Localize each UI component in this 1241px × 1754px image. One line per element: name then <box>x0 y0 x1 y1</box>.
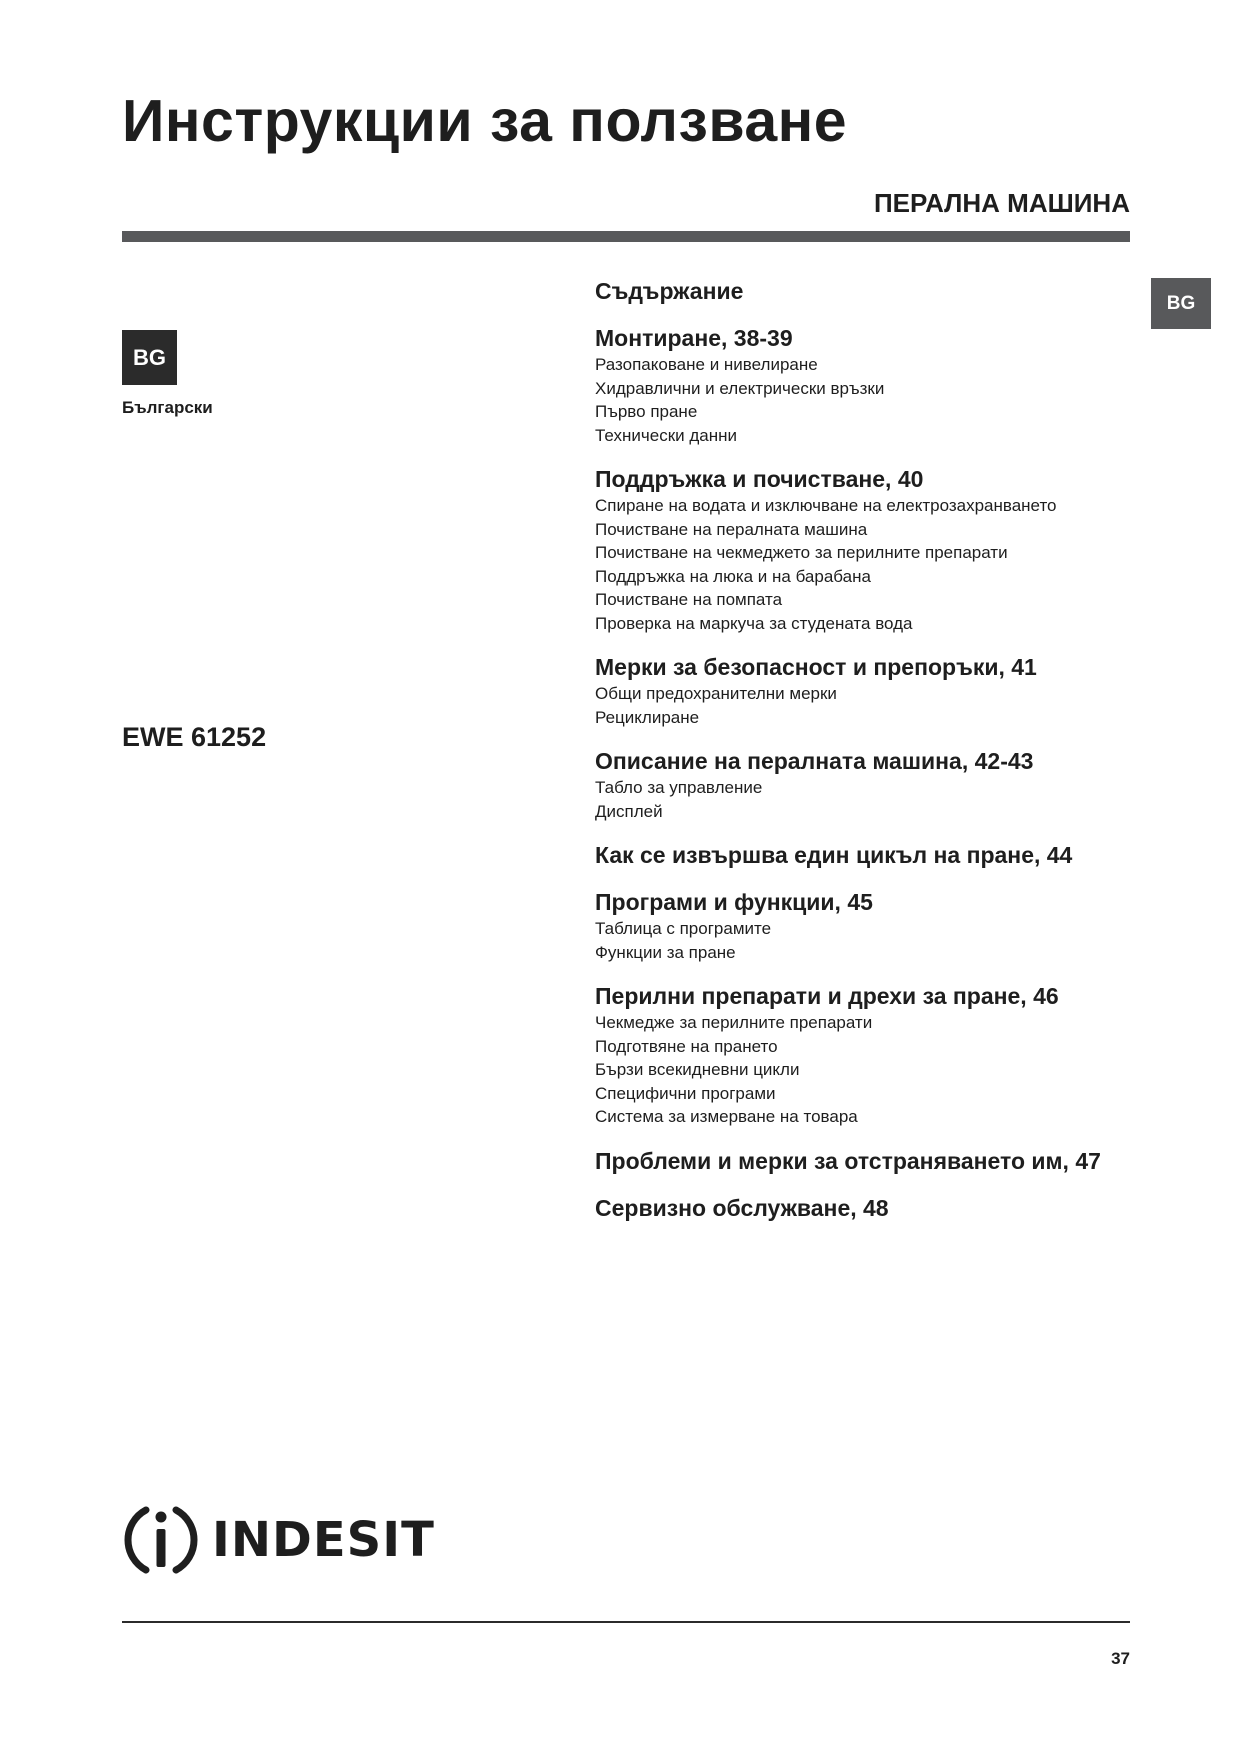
page-number: 37 <box>1111 1649 1130 1668</box>
brand-logo <box>120 1500 435 1580</box>
toc-subitem: Спиране на водата и изключване на електрозахранването <box>595 496 1057 515</box>
language-tab: BG <box>1151 278 1211 329</box>
toc-section-title: Поддръжка и почистване, 40 <box>595 466 924 492</box>
toc-subitem: Разопаковане и нивелиране <box>595 355 818 374</box>
header-divider <box>122 231 1130 242</box>
page-title: Инструкции за ползване <box>122 88 848 154</box>
toc-subitem: Подготвяне на прането <box>595 1036 778 1056</box>
toc-section <box>595 1193 1135 1223</box>
toc-subitem: Табло за управление <box>595 778 763 797</box>
toc-section-title: Описание на пералната машина, 42-43 <box>595 748 1034 774</box>
toc-section-title: Как се извършва един цикъл на пране, 44 <box>595 842 1073 868</box>
product-type: ПЕРАЛНА МАШИНА <box>873 188 1130 218</box>
toc-subitem: Хидравлични и електрически връзки <box>595 378 885 398</box>
toc-subitem: Първо пране <box>595 402 698 421</box>
toc-subitem: Почистване на помпата <box>595 590 783 609</box>
toc-section-title: Перилни препарати и дрехи за пране, 46 <box>595 983 1059 1009</box>
language-name: Български <box>122 398 213 417</box>
toc-heading: Съдържание <box>595 278 744 304</box>
language-badge: BG <box>122 330 177 385</box>
toc-subitems <box>595 917 1135 964</box>
indesit-logo-icon <box>120 1500 202 1580</box>
toc-section <box>595 887 1135 964</box>
toc-subitem: Почистване на чекмеджето за перилните препарати <box>595 543 1008 562</box>
toc-subitems <box>595 1011 1135 1129</box>
toc-section <box>595 464 1135 635</box>
toc-section-title: Проблеми и мерки за отстраняването им, 47 <box>595 1147 1101 1174</box>
toc-subitem: Функции за пране <box>595 942 736 962</box>
toc-subitem: Система за измерване на товара <box>595 1107 858 1126</box>
toc-section <box>595 652 1135 729</box>
toc-subitem: Таблица с програмите <box>595 919 772 938</box>
toc-section-title: Сервизно обслужване, 48 <box>595 1194 889 1221</box>
toc-subitem: Почистване на пералната машина <box>595 519 868 539</box>
brand-name: INDESIT <box>212 1512 435 1568</box>
toc-subitem: Проверка на маркуча за студената вода <box>595 613 913 633</box>
toc-section-title: Мерки за безопасност и препоръки, 41 <box>595 654 1037 680</box>
toc-subitem: Дисплей <box>595 801 663 821</box>
toc-subitems <box>595 353 1135 447</box>
toc-subitems <box>595 494 1135 635</box>
toc-section <box>595 840 1135 870</box>
toc-sections <box>595 323 1135 1223</box>
toc-section-title: Монтиране, 38-39 <box>595 325 793 351</box>
toc-subitems <box>595 776 1135 823</box>
footer-divider <box>122 1621 1130 1623</box>
table-of-contents <box>595 276 1135 1240</box>
model-number: EWE 61252 <box>122 722 267 752</box>
toc-subitem: Рециклиране <box>595 707 700 727</box>
toc-section <box>595 1146 1135 1176</box>
toc-subitem: Общи предохранителни мерки <box>595 684 837 703</box>
toc-section-title: Програми и функции, 45 <box>595 889 873 915</box>
toc-section <box>595 981 1135 1129</box>
toc-subitem: Бързи всекидневни цикли <box>595 1060 800 1079</box>
toc-section <box>595 746 1135 823</box>
toc-subitem: Чекмедже за перилните препарати <box>595 1013 873 1032</box>
toc-subitems <box>595 682 1135 729</box>
toc-section <box>595 323 1135 447</box>
toc-subitem: Специфични програми <box>595 1083 776 1103</box>
toc-subitem: Поддръжка на люка и на барабана <box>595 566 871 586</box>
toc-subitem: Технически данни <box>595 425 738 445</box>
